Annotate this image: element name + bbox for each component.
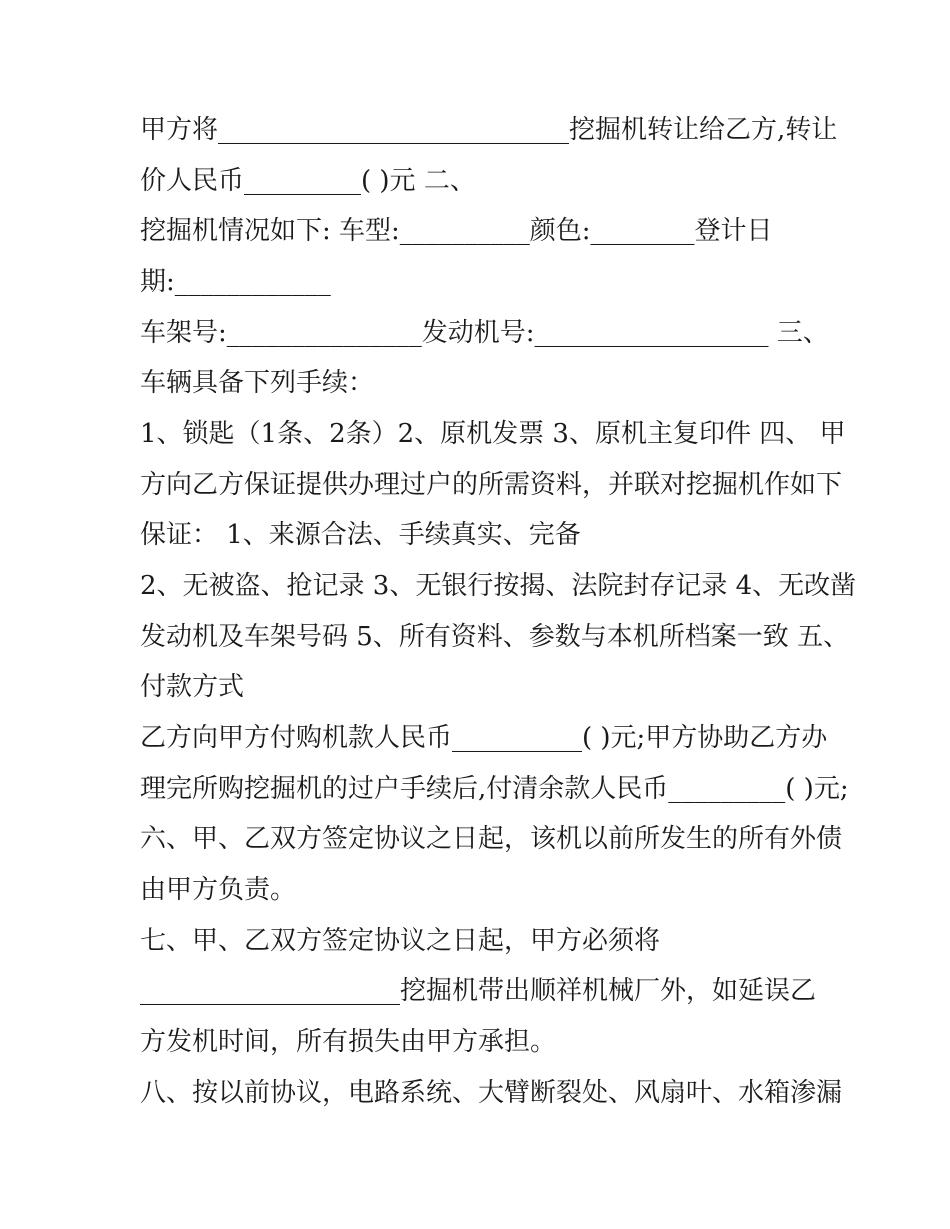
text-line: 价人民币_________( )元 二、	[140, 166, 476, 196]
text-line: 八、按以前协议，电路系统、大臂断裂处、风扇叶、水箱渗漏	[140, 1078, 843, 1108]
text-line: 理完所购挖掘机的过户手续后,付清余款人民币_________( )元;	[140, 774, 849, 804]
text-line: 甲方将___________________________挖掘机转让给乙方,转让	[140, 115, 838, 145]
text-line: 保证： 1、来源合法、手续真实、完备	[140, 520, 581, 550]
text-line: 七、甲、乙双方签定协议之日起，甲方必须将	[140, 926, 661, 956]
text-line: 期:____________	[140, 267, 331, 297]
text-line: 方向乙方保证提供办理过户的所需资料，并联对挖掘机作如下	[140, 470, 843, 500]
text-line: 车架号:_______________发动机号:__________________ 三、	[140, 318, 829, 348]
text-line: 挖掘机情况如下: 车型:__________颜色:________登计日	[140, 216, 773, 246]
text-line: 发动机及车架号码 5、所有资料、参数与本机所档案一致 五、	[140, 622, 850, 652]
text-line: 方发机时间，所有损失由甲方承担。	[140, 1027, 557, 1057]
text-line: 2、无被盗、抢记录 3、无银行按揭、法院封存记录 4、无改凿	[140, 571, 857, 601]
text-line: ____________________挖掘机带出顺祥机械厂外，如延误乙	[140, 976, 817, 1006]
text-line: 1、锁匙（1条、2条）2、原机发票 3、原机主复印件 四、 甲	[140, 419, 846, 449]
text-line: 车辆具备下列手续：	[140, 368, 375, 398]
text-line: 乙方向甲方付购机款人民币__________( )元;甲方协助乙方办	[140, 723, 828, 753]
text-line: 六、甲、乙双方签定协议之日起，该机以前所发生的所有外债	[140, 824, 843, 854]
text-line: 付款方式	[140, 672, 245, 702]
text-line: 由甲方负责。	[140, 875, 297, 905]
